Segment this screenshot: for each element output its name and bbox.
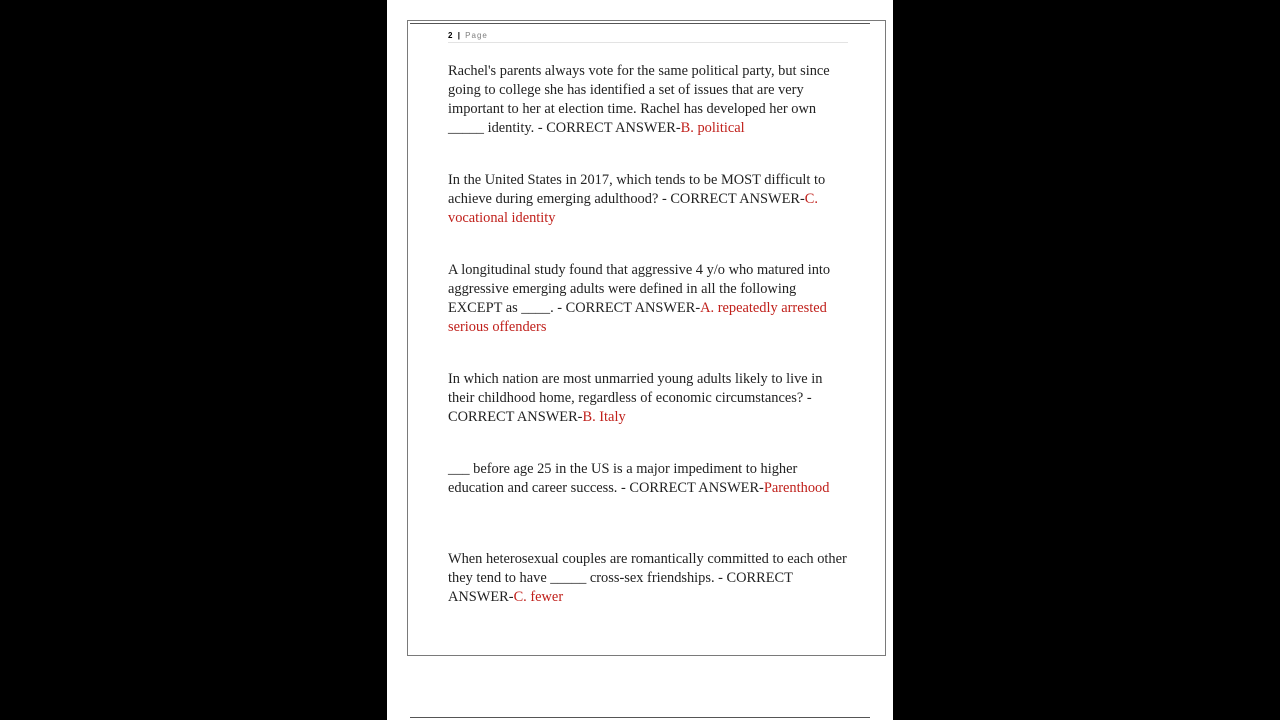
page-header — [448, 31, 848, 43]
top-rule — [410, 23, 870, 24]
question-text: When heterosexual couples are romantically committed to each other they tend to have _____ cross-sex friendships. — [448, 551, 847, 586]
question-text: Rachel's parents always vote for the same political party, but since going to college she has identified a set of issues that are very important to her at election time. Rachel has developed her own _____ identity. — [448, 63, 830, 136]
answer-prefix: - CORRECT ANSWER- — [557, 300, 701, 316]
correct-answer: B. political — [680, 120, 745, 136]
question-block-2 — [448, 171, 848, 228]
question-block-4 — [448, 370, 848, 427]
question-block-1 — [448, 62, 848, 138]
answer-prefix: - CORRECT ANSWER- — [448, 390, 812, 425]
page-number: 2 — [448, 31, 454, 40]
answer-prefix: - CORRECT ANSWER- — [621, 480, 764, 496]
answer-prefix: - CORRECT ANSWER- — [448, 570, 793, 605]
answer-prefix: - CORRECT ANSWER- — [537, 120, 681, 136]
question-text: In the United States in 2017, which tends to be MOST difficult to achieve during emerging adulthood? — [448, 172, 826, 207]
question-text: ___ before age 25 in the US is a major impediment to higher education and career success. — [448, 461, 798, 496]
question-text: In which nation are most unmarried young adults likely to live in their childhood home, regardless of economic circumstances? — [448, 371, 823, 406]
question-block-6 — [448, 550, 848, 607]
correct-answer: B. Italy — [582, 409, 626, 425]
correct-answer: C. fewer — [513, 589, 564, 605]
correct-answer: Parenthood — [763, 480, 830, 496]
question-text: A longitudinal study found that aggressive 4 y/o who matured into aggressive emerging adults were defined in all the following EXCEPT as ____. — [448, 262, 831, 316]
correct-answer: A. repeatedly arrested serious offenders — [448, 300, 827, 335]
answer-prefix: - CORRECT ANSWER- — [661, 191, 805, 207]
correct-answer: C. vocational identity — [448, 191, 818, 226]
document-page — [387, 0, 893, 720]
question-block-3 — [448, 261, 848, 337]
question-block-5 — [448, 460, 848, 498]
next-page-rule — [410, 717, 870, 718]
header-separator: | — [457, 31, 461, 40]
page-label: Page — [465, 31, 488, 40]
